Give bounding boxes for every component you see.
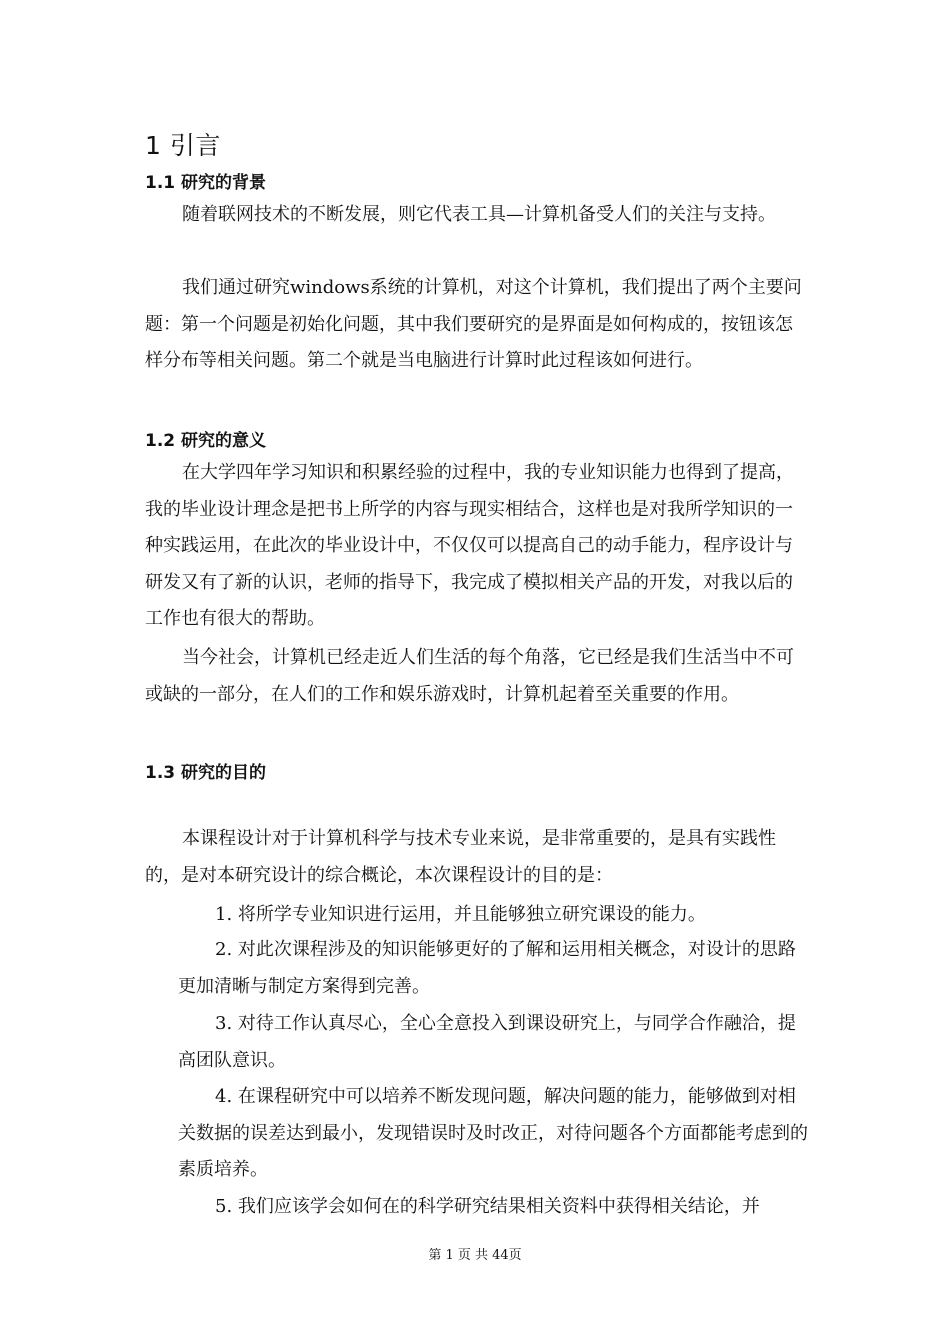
list-item: 4. 在课程研究中可以培养不断发现问题，解决问题的能力，能够做到对相关数据的误差达到最小，发现错误时及时改正，对待问题各个方面都能考虑到的素质培养。 [178,1086,808,1181]
section-heading-1-1: 1.1 研究的背景 [145,173,267,193]
paragraph: 随着联网技术的不断发展，则它代表工具—计算机备受人们的关注与支持。 [182,204,776,225]
paragraph: 本课程设计对于计算机科学与技术专业来说，是非常重要的，是具有实践性的，是对本研究设计的综合概论，本次课程设计的目的是： [145,828,776,886]
list-item: 1. 将所学专业知识进行运用，并且能够独立研究课设的能力。 [215,904,706,925]
section-heading-1-3: 1.3 研究的目的 [145,763,267,783]
list-item: 2. 对此次课程涉及的知识能够更好的了解和运用相关概念，对设计的思路更加清晰与制定方案得到完善。 [178,939,796,997]
page-footer: 第 1 页 共 44页 [428,1248,522,1263]
list-item: 3. 对待工作认真尽心，全心全意投入到课设研究上，与同学合作融洽，提高团队意识。 [178,1013,796,1071]
paragraph: 我们通过研究windows系统的计算机，对这个计算机，我们提出了两个主要问题：第一个问题是初始化问题，其中我们要研究的是界面是如何构成的，按钮该怎样分布等相关问题。第二个就是当电脑进行计算时此过程该如何进行。 [145,277,802,372]
chapter-heading: 1 引言 [145,131,221,160]
list-item: 5. 我们应该学会如何在的科学研究结果相关资料中获得相关结论，并 [215,1196,760,1217]
paragraph: 当今社会，计算机已经走近人们生活的每个角落，它已经是我们生活当中不可或缺的一部分，在人们的工作和娱乐游戏时，计算机起着至关重要的作用。 [145,647,794,705]
paragraph: 在大学四年学习知识和积累经验的过程中，我的专业知识能力也得到了提高，我的毕业设计理念是把书上所学的内容与现实相结合，这样也是对我所学知识的一种实践运用，在此次的毕业设计中，不仅仅可以提高自己的动手能力，程序设计与研发又有了新的认识，老师的指导下，我完成了模拟相关产品的开发，对我以后的工作也有很大的帮助。 [145,462,794,630]
section-heading-1-2: 1.2 研究的意义 [145,431,267,451]
